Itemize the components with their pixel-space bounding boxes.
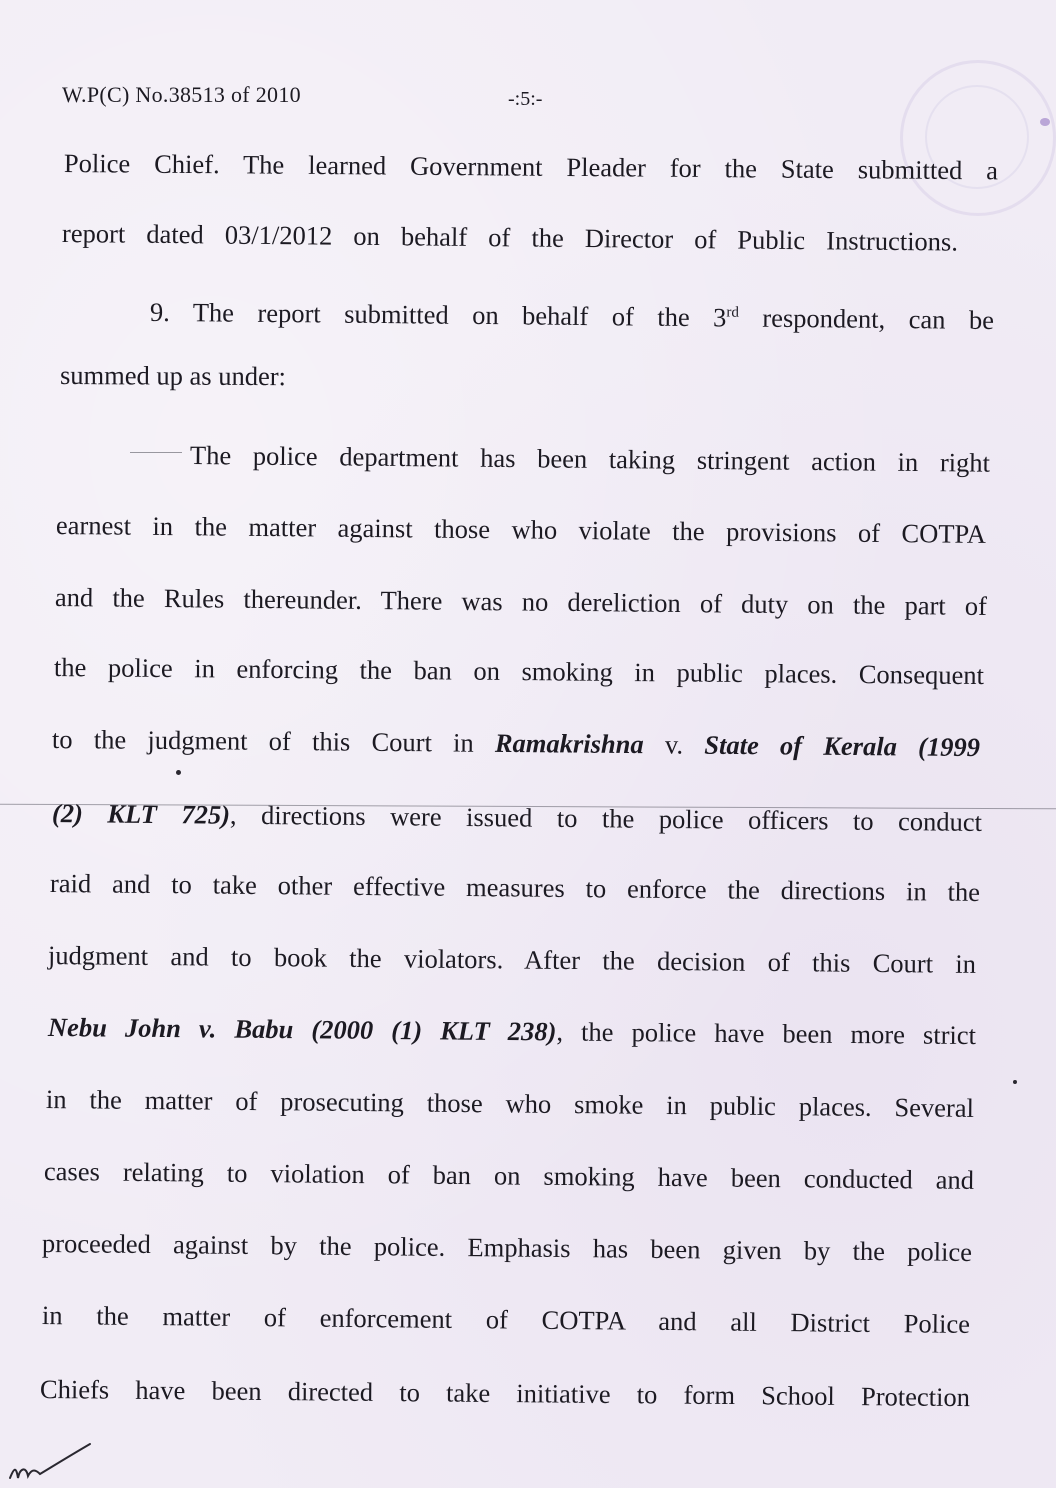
speck-dot-icon: [176, 770, 181, 775]
text-line-6: earnest in the matter against those who violate the provisions of COTPA: [55, 510, 987, 549]
margin-dash-mark: [130, 452, 182, 453]
text-line-3: [150, 290, 994, 337]
text-line-17: in the matter of enforcement of COTPA and all District Police: [41, 1300, 971, 1339]
line-3-end: respondent, can be: [738, 302, 995, 335]
text-line-13: [48, 1010, 976, 1052]
text-line-7: and the Rules thereunder. There was no dereliction of duty on the part of: [54, 582, 988, 621]
text-line-18: Chiefs have been directed to take initiative to form School Protection: [39, 1374, 971, 1413]
text-line-12: judgment and to book the violators. After the decision of this Court in: [47, 940, 977, 979]
line-10-end: , directions were issued to the police officers to conduct: [229, 799, 983, 837]
ordinal-suffix: rd: [726, 304, 740, 321]
line-9-versus: v.: [643, 729, 705, 760]
case-name-ramakrishna: Ramakrishna: [494, 727, 644, 760]
line-3-start: 9. The report submitted on behalf of the 3: [149, 296, 727, 333]
line-13-end: , the police have been more strict: [556, 1016, 977, 1051]
text-line-4: summed up as under:: [59, 360, 287, 392]
handwritten-initial-icon: [6, 1438, 96, 1486]
line-9-start: to the judgment of this Court in: [51, 724, 496, 758]
page-marker: -:5:-: [508, 88, 543, 110]
case-citation-klt-725: (2) KLT 725): [51, 798, 231, 830]
text-line-16: proceeded against by the police. Emphasis has been given by the police: [41, 1228, 973, 1267]
text-line-1: Police Chief. The learned Government Pleader for the State submitted a: [63, 148, 999, 186]
case-citation-nebu-john: Nebu John v. Babu (2000 (1) KLT 238): [47, 1012, 557, 1047]
text-line-9: [52, 722, 980, 764]
text-line-15: cases relating to violation of ban on smoking have been conducted and: [43, 1156, 975, 1195]
text-line-8: the police in enforcing the ban on smoking in public places. Consequent: [53, 652, 985, 691]
case-number: W.P(C) No.38513 of 2010: [62, 82, 301, 107]
case-citation-state-of-kerala: State of Kerala (1999: [704, 729, 981, 763]
text-line-5: The police department has been taking stringent action in right: [189, 440, 991, 478]
scan-speck-icon: [1040, 118, 1050, 126]
text-line-11: raid and to take other effective measures to enforce the directions in the: [49, 868, 981, 907]
margin-dot-icon: [1013, 1080, 1017, 1084]
text-line-2: report dated 03/1/2012 on behalf of the Director of Public Instructions.: [61, 218, 959, 257]
text-line-14: in the matter of prosecuting those who smoke in public places. Several: [45, 1084, 975, 1123]
text-line-10: [52, 796, 982, 839]
